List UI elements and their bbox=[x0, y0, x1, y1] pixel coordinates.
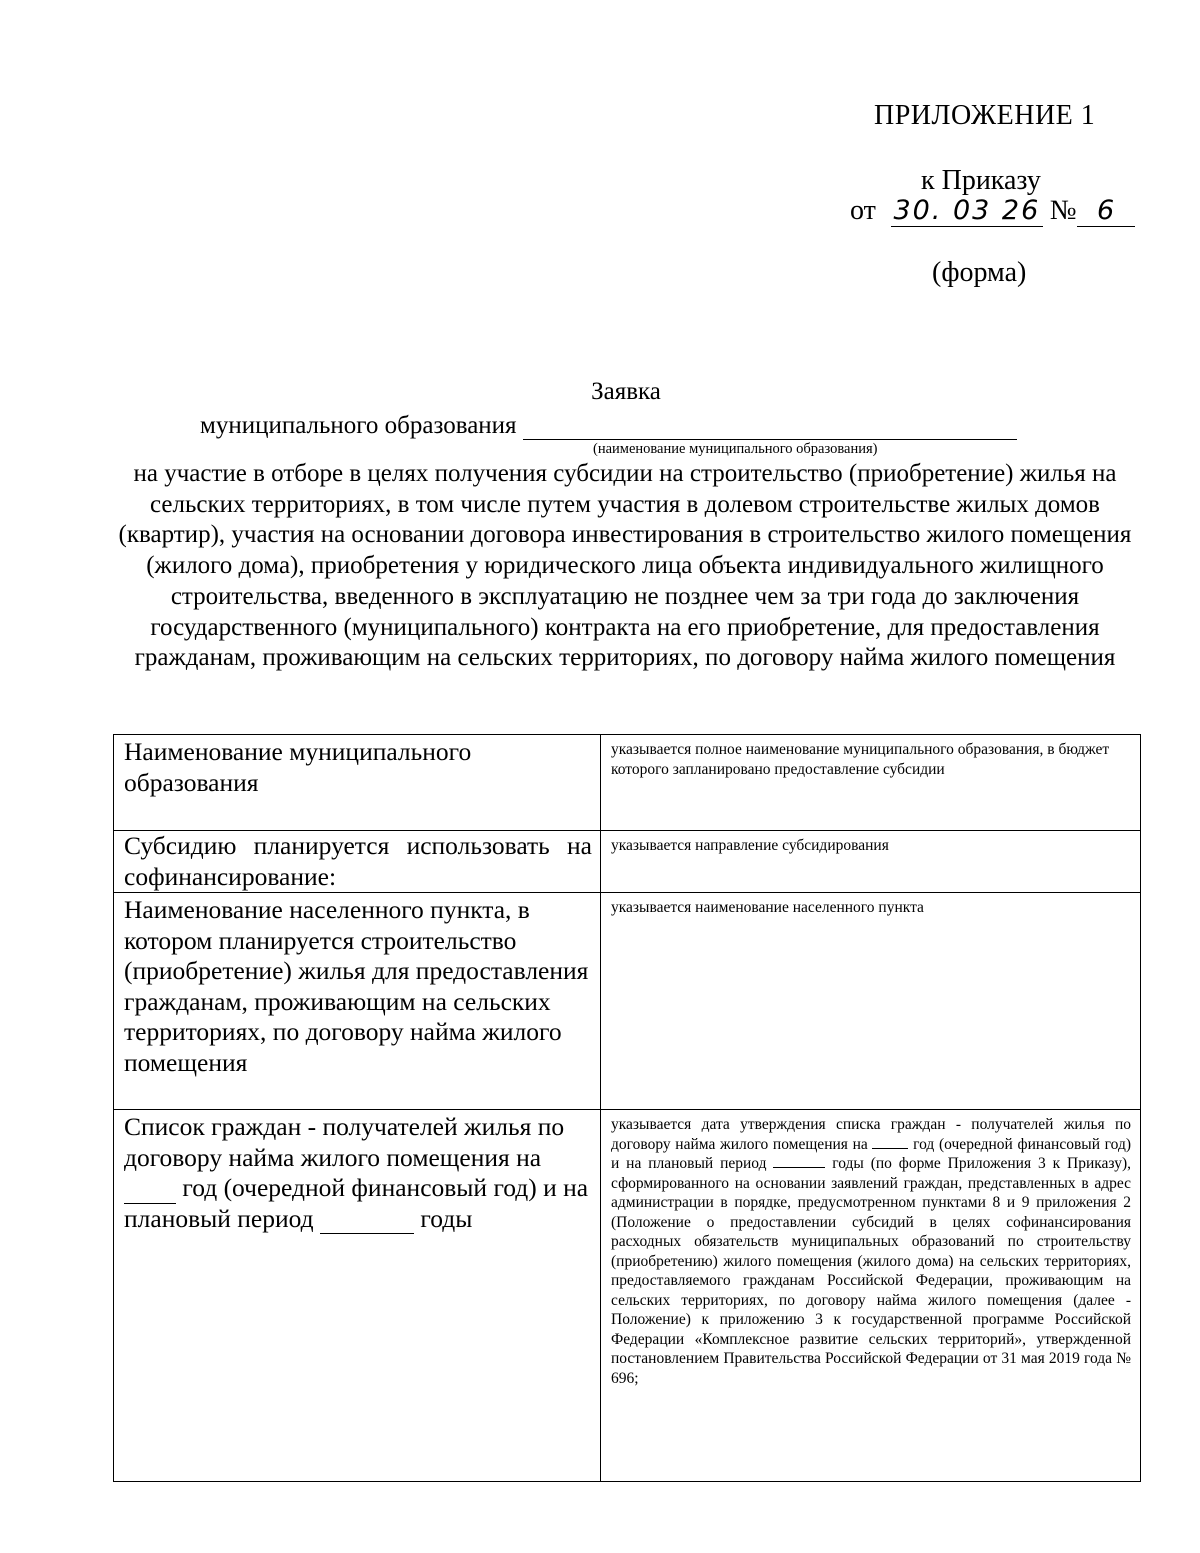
period-blank bbox=[320, 1213, 414, 1234]
table-row bbox=[114, 735, 1141, 831]
row-label: Наименование муниципального образования bbox=[114, 735, 601, 831]
application-form-table bbox=[113, 734, 1141, 1482]
mo-label: муниципального образования bbox=[200, 412, 517, 439]
row-description bbox=[601, 1110, 1141, 1482]
year-blank bbox=[872, 1136, 908, 1149]
row-label bbox=[114, 1110, 601, 1482]
table-row bbox=[114, 893, 1141, 1110]
year-blank bbox=[124, 1183, 176, 1204]
table-row bbox=[114, 1110, 1141, 1482]
intro-text: на участие в отборе в целях получения субсидии на строительство (приобретение) жилья на сельских территориях, в том числе путем участия в долевом строительстве жилых домов (квартир), участия на основании договора инвестирования в строительство жилого помещения (жилого дома), приобретения у юридического лица объекта индивидуального жилищного строительства, введенного в эксплуатацию не позднее чем за три года до заключения государственного (муниципального) контракта на его приобретение, для предоставления гражданам, проживающим на сельских территориях, по договору найма жилого помещения bbox=[118, 460, 1132, 672]
label-part: Список граждан - получателей жилья по договору найма жилого помещения на bbox=[124, 1112, 565, 1172]
order-date-handwritten: 30. 03 26 bbox=[891, 196, 1043, 227]
period-blank bbox=[773, 1155, 825, 1168]
document-heading: Заявка bbox=[591, 378, 661, 405]
description-part: год (очередной финансовый год) и на плановый период bbox=[611, 1135, 1131, 1172]
label-part: годы bbox=[420, 1203, 473, 1233]
row-description: указывается полное наименование муниципального образования, в бюджет которого запланировано предоставление субсидии bbox=[601, 735, 1141, 831]
order-number-prefix: № bbox=[1049, 195, 1077, 226]
mo-caption: (наименование муниципального образования) bbox=[593, 441, 878, 457]
form-label: (форма) bbox=[932, 257, 1027, 288]
row-description: указывается направление субсидирования bbox=[601, 831, 1141, 893]
row-description: указывается наименование населенного пункта bbox=[601, 893, 1141, 1110]
description-part: годы (по форме Приложения 3 к Приказу), сформированного на основании заявлений граждан, представленных в адрес администрации в порядке, предусмотренном пунктами 8 и 9 приложения 2 (Положение о предоставлении субсидий в целях софинансирования расходных обязательств муниципальных образований по строительству (приобретению) жилого помещения (жилого дома) на сельских территориях, предоставляемого гражданам Российской Федерации, проживающим на сельских территориях, по договору найма жилого помещения (далее - Положение) к приложению 3 к государственной программе Российской Федерации «Комплексное развитие сельских территорий», утвержденной постановлением Правительства Российской Федерации от 31 мая 2019 года № 696; bbox=[611, 1155, 1131, 1387]
label-part: год (очередной финансовый год) и на плановый период bbox=[124, 1173, 589, 1233]
mo-name-blank bbox=[523, 415, 1017, 440]
to-order-label: к Приказу bbox=[921, 165, 1041, 196]
order-date-prefix: от bbox=[850, 195, 876, 226]
order-number-handwritten: 6 bbox=[1077, 196, 1135, 227]
row-label: Наименование населенного пункта, в котором планируется строительство (приобретение) жилья для предоставления гражданам, проживающим на сельских территориях, по договору найма жилого помещения bbox=[114, 893, 601, 1110]
appendix-title: ПРИЛОЖЕНИЕ 1 bbox=[874, 100, 1096, 131]
order-line bbox=[850, 195, 1135, 227]
table-row bbox=[114, 831, 1141, 893]
row-label: Субсидию планируется использовать на софинансирование: bbox=[114, 831, 601, 893]
description-part: указывается дата утверждения списка граждан - получателей жилья по договору найма жилого помещения на bbox=[611, 1116, 1131, 1153]
mo-line bbox=[200, 412, 1017, 440]
